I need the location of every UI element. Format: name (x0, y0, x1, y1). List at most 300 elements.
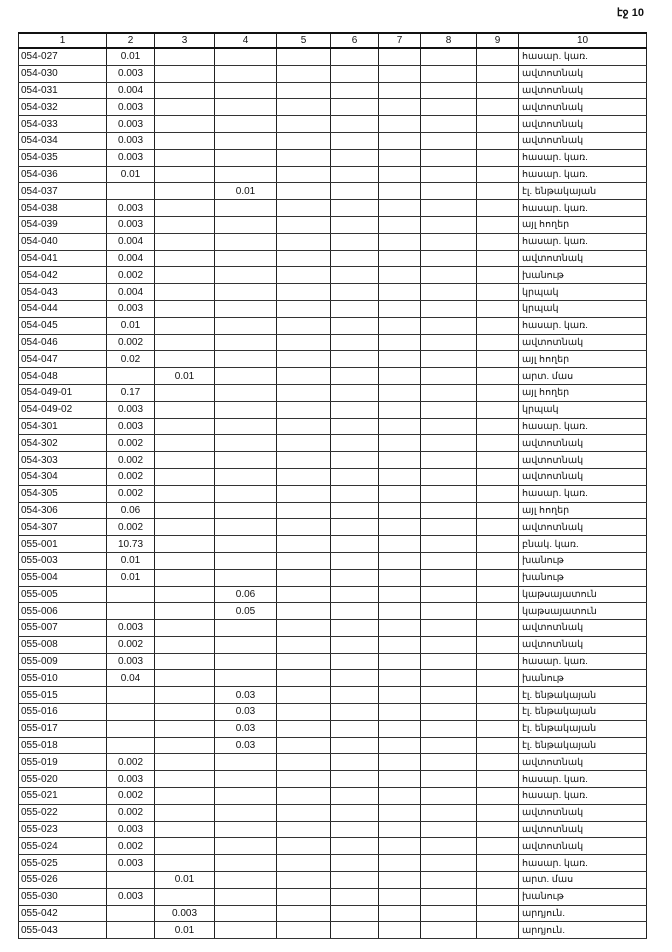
land-use-cell: ավտոտնակ (519, 838, 647, 855)
land-use-cell: ավտոտնակ (519, 65, 647, 82)
empty-col6-cell (331, 65, 379, 82)
empty-col8-cell (421, 485, 477, 502)
area-col2-cell: 0.002 (107, 452, 155, 469)
empty-col5-cell (277, 216, 331, 233)
table-body (19, 48, 647, 939)
table-row (19, 368, 647, 385)
empty-col5-cell (277, 250, 331, 267)
empty-col8-cell (421, 116, 477, 133)
empty-col5-cell (277, 603, 331, 620)
parcel-code-cell: 054-305 (19, 485, 107, 502)
empty-col5-cell (277, 788, 331, 805)
area-col2-cell (107, 183, 155, 200)
area-col2-cell: 0.002 (107, 334, 155, 351)
empty-col7-cell (379, 586, 421, 603)
area-col2-cell: 0.003 (107, 116, 155, 133)
area-col2-cell: 0.002 (107, 838, 155, 855)
empty-col7-cell (379, 620, 421, 637)
table-row (19, 771, 647, 788)
table-row (19, 435, 647, 452)
empty-col9-cell (477, 519, 519, 536)
area-col3-cell: 0.01 (155, 368, 215, 385)
area-col2-cell (107, 687, 155, 704)
area-col3-cell (155, 569, 215, 586)
empty-col8-cell (421, 200, 477, 217)
area-col3-cell (155, 552, 215, 569)
table-row (19, 65, 647, 82)
empty-col8-cell (421, 82, 477, 99)
empty-col6-cell (331, 872, 379, 889)
empty-col6-cell (331, 855, 379, 872)
empty-col5-cell (277, 284, 331, 301)
empty-col7-cell (379, 284, 421, 301)
area-col2-cell: 0.003 (107, 401, 155, 418)
land-use-cell: կաթսայատուն (519, 586, 647, 603)
area-col4-cell (215, 653, 277, 670)
table-row (19, 132, 647, 149)
empty-col9-cell (477, 250, 519, 267)
empty-col6-cell (331, 586, 379, 603)
empty-col9-cell (477, 821, 519, 838)
land-use-cell: արտ. մաս (519, 368, 647, 385)
parcel-code-cell: 054-040 (19, 233, 107, 250)
empty-col8-cell (421, 737, 477, 754)
empty-col8-cell (421, 670, 477, 687)
parcel-code-cell: 054-046 (19, 334, 107, 351)
table-row (19, 485, 647, 502)
empty-col6-cell (331, 737, 379, 754)
area-col3-cell (155, 216, 215, 233)
empty-col7-cell (379, 872, 421, 889)
empty-col6-cell (331, 183, 379, 200)
empty-col7-cell (379, 653, 421, 670)
empty-col6-cell (331, 384, 379, 401)
empty-col8-cell (421, 872, 477, 889)
parcel-code-cell: 055-025 (19, 855, 107, 872)
empty-col5-cell (277, 888, 331, 905)
land-use-cell: ավտոտնակ (519, 132, 647, 149)
empty-col7-cell (379, 99, 421, 116)
parcel-code-cell: 054-041 (19, 250, 107, 267)
land-use-cell: կրպակ (519, 284, 647, 301)
area-col2-cell: 0.003 (107, 300, 155, 317)
empty-col6-cell (331, 838, 379, 855)
empty-col9-cell (477, 872, 519, 889)
empty-col8-cell (421, 368, 477, 385)
table-row (19, 653, 647, 670)
table-row (19, 804, 647, 821)
area-col4-cell (215, 821, 277, 838)
area-col4-cell (215, 502, 277, 519)
parcel-code-cell: 054-037 (19, 183, 107, 200)
area-col4-cell (215, 82, 277, 99)
area-col2-cell: 0.003 (107, 132, 155, 149)
area-col4-cell (215, 485, 277, 502)
empty-col7-cell (379, 233, 421, 250)
empty-col5-cell (277, 653, 331, 670)
column-header: 3 (155, 33, 215, 48)
parcel-code-cell: 054-301 (19, 418, 107, 435)
empty-col8-cell (421, 888, 477, 905)
empty-col7-cell (379, 216, 421, 233)
parcel-code-cell: 055-009 (19, 653, 107, 670)
empty-col5-cell (277, 48, 331, 65)
empty-col9-cell (477, 48, 519, 65)
empty-col6-cell (331, 116, 379, 133)
area-col3-cell (155, 888, 215, 905)
empty-col6-cell (331, 821, 379, 838)
empty-col6-cell (331, 888, 379, 905)
table-row (19, 200, 647, 217)
area-col3-cell (155, 536, 215, 553)
empty-col6-cell (331, 502, 379, 519)
empty-col9-cell (477, 670, 519, 687)
area-col3-cell (155, 267, 215, 284)
empty-col5-cell (277, 485, 331, 502)
empty-col8-cell (421, 48, 477, 65)
empty-col7-cell (379, 368, 421, 385)
table-row (19, 233, 647, 250)
area-col4-cell (215, 384, 277, 401)
empty-col6-cell (331, 250, 379, 267)
area-col2-cell: 0.003 (107, 216, 155, 233)
empty-col5-cell (277, 300, 331, 317)
area-col4-cell (215, 905, 277, 922)
parcel-code-cell: 054-032 (19, 99, 107, 116)
empty-col8-cell (421, 603, 477, 620)
empty-col8-cell (421, 468, 477, 485)
empty-col5-cell (277, 368, 331, 385)
empty-col7-cell (379, 720, 421, 737)
land-use-cell: հասար. կառ. (519, 653, 647, 670)
area-col3-cell (155, 384, 215, 401)
land-use-cell: արտ. մաս (519, 872, 647, 889)
land-use-cell: էլ. ենթակայան (519, 687, 647, 704)
empty-col9-cell (477, 888, 519, 905)
empty-col8-cell (421, 216, 477, 233)
empty-col7-cell (379, 737, 421, 754)
empty-col7-cell (379, 905, 421, 922)
empty-col6-cell (331, 552, 379, 569)
empty-col7-cell (379, 65, 421, 82)
empty-col8-cell (421, 804, 477, 821)
land-use-cell: ավտոտնակ (519, 99, 647, 116)
parcel-code-cell: 055-030 (19, 888, 107, 905)
parcel-code-cell: 055-020 (19, 771, 107, 788)
area-col3-cell (155, 284, 215, 301)
land-use-cell: ավտոտնակ (519, 821, 647, 838)
area-col2-cell: 0.003 (107, 855, 155, 872)
table-row (19, 569, 647, 586)
empty-col9-cell (477, 502, 519, 519)
land-use-cell: այլ հողեր (519, 384, 647, 401)
parcel-code-cell: 055-017 (19, 720, 107, 737)
empty-col6-cell (331, 300, 379, 317)
table-row (19, 99, 647, 116)
table-row (19, 788, 647, 805)
empty-col5-cell (277, 233, 331, 250)
area-col4-cell: 0.05 (215, 603, 277, 620)
area-col3-cell (155, 704, 215, 721)
area-col4-cell (215, 368, 277, 385)
area-col2-cell: 0.002 (107, 754, 155, 771)
empty-col6-cell (331, 720, 379, 737)
area-col2-cell (107, 586, 155, 603)
area-col4-cell: 0.03 (215, 687, 277, 704)
area-col2-cell: 0.003 (107, 149, 155, 166)
empty-col7-cell (379, 334, 421, 351)
empty-col8-cell (421, 905, 477, 922)
empty-col9-cell (477, 233, 519, 250)
parcel-code-cell: 055-005 (19, 586, 107, 603)
empty-col6-cell (331, 284, 379, 301)
parcel-code-cell: 054-042 (19, 267, 107, 284)
empty-col7-cell (379, 116, 421, 133)
column-header: 7 (379, 33, 421, 48)
table-row (19, 620, 647, 637)
page-number: էջ 10 (616, 7, 644, 19)
land-use-cell: ավտոտնակ (519, 250, 647, 267)
empty-col8-cell (421, 351, 477, 368)
area-col3-cell (155, 804, 215, 821)
empty-col5-cell (277, 855, 331, 872)
empty-col5-cell (277, 620, 331, 637)
empty-col8-cell (421, 720, 477, 737)
empty-col9-cell (477, 720, 519, 737)
empty-col7-cell (379, 519, 421, 536)
parcel-code-cell: 055-023 (19, 821, 107, 838)
parcel-code-cell: 055-008 (19, 636, 107, 653)
area-col2-cell: 0.002 (107, 435, 155, 452)
empty-col9-cell (477, 468, 519, 485)
parcel-code-cell: 054-034 (19, 132, 107, 149)
parcel-code-cell: 054-045 (19, 317, 107, 334)
parcel-code-cell: 054-044 (19, 300, 107, 317)
table-row (19, 586, 647, 603)
empty-col5-cell (277, 418, 331, 435)
parcel-code-cell: 054-048 (19, 368, 107, 385)
empty-col8-cell (421, 99, 477, 116)
area-col4-cell (215, 233, 277, 250)
land-use-cell: էլ. ենթակայան (519, 720, 647, 737)
parcel-code-cell: 055-010 (19, 670, 107, 687)
area-col3-cell (155, 720, 215, 737)
empty-col9-cell (477, 636, 519, 653)
empty-col7-cell (379, 922, 421, 939)
area-col3-cell (155, 82, 215, 99)
area-col4-cell (215, 65, 277, 82)
area-col3-cell: 0.01 (155, 922, 215, 939)
land-register-table (18, 32, 647, 939)
area-col2-cell: 0.01 (107, 48, 155, 65)
area-col3-cell (155, 653, 215, 670)
empty-col9-cell (477, 435, 519, 452)
empty-col7-cell (379, 788, 421, 805)
land-use-cell: արդյուն. (519, 905, 647, 922)
empty-col5-cell (277, 821, 331, 838)
area-col2-cell: 0.003 (107, 620, 155, 637)
column-header: 10 (519, 33, 647, 48)
empty-col9-cell (477, 368, 519, 385)
land-use-cell: ավտոտնակ (519, 82, 647, 99)
empty-col9-cell (477, 216, 519, 233)
table-row (19, 401, 647, 418)
table-row (19, 552, 647, 569)
empty-col9-cell (477, 687, 519, 704)
area-col4-cell (215, 284, 277, 301)
empty-col9-cell (477, 200, 519, 217)
parcel-code-cell: 055-018 (19, 737, 107, 754)
empty-col6-cell (331, 670, 379, 687)
empty-col9-cell (477, 183, 519, 200)
empty-col6-cell (331, 368, 379, 385)
empty-col7-cell (379, 569, 421, 586)
parcel-code-cell: 054-306 (19, 502, 107, 519)
area-col4-cell (215, 48, 277, 65)
empty-col8-cell (421, 317, 477, 334)
empty-col5-cell (277, 384, 331, 401)
parcel-code-cell: 054-302 (19, 435, 107, 452)
area-col4-cell: 0.03 (215, 737, 277, 754)
area-col4-cell (215, 771, 277, 788)
parcel-code-cell: 055-016 (19, 704, 107, 721)
empty-col8-cell (421, 149, 477, 166)
empty-col9-cell (477, 401, 519, 418)
area-col3-cell (155, 334, 215, 351)
area-col3-cell (155, 771, 215, 788)
empty-col9-cell (477, 99, 519, 116)
land-use-cell: այլ հողեր (519, 351, 647, 368)
empty-col5-cell (277, 872, 331, 889)
table-row (19, 418, 647, 435)
area-col4-cell (215, 788, 277, 805)
empty-col6-cell (331, 200, 379, 217)
parcel-code-cell: 055-003 (19, 552, 107, 569)
parcel-code-cell: 055-024 (19, 838, 107, 855)
area-col2-cell: 0.003 (107, 888, 155, 905)
empty-col6-cell (331, 653, 379, 670)
land-use-cell: հասար. կառ. (519, 485, 647, 502)
area-col3-cell (155, 99, 215, 116)
empty-col5-cell (277, 65, 331, 82)
table-row (19, 351, 647, 368)
empty-col9-cell (477, 267, 519, 284)
area-col3-cell (155, 183, 215, 200)
empty-col8-cell (421, 284, 477, 301)
area-col3-cell (155, 317, 215, 334)
area-col2-cell: 0.06 (107, 502, 155, 519)
empty-col5-cell (277, 502, 331, 519)
land-use-cell: ավտոտնակ (519, 620, 647, 637)
land-use-cell: ավտոտնակ (519, 636, 647, 653)
area-col3-cell: 0.01 (155, 872, 215, 889)
empty-col7-cell (379, 468, 421, 485)
area-col4-cell (215, 300, 277, 317)
empty-col7-cell (379, 82, 421, 99)
empty-col5-cell (277, 754, 331, 771)
area-col4-cell (215, 132, 277, 149)
empty-col8-cell (421, 401, 477, 418)
area-col3-cell (155, 519, 215, 536)
land-use-cell: հասար. կառ. (519, 855, 647, 872)
area-col3-cell (155, 250, 215, 267)
empty-col9-cell (477, 418, 519, 435)
column-header: 9 (477, 33, 519, 48)
empty-col7-cell (379, 485, 421, 502)
parcel-code-cell: 054-027 (19, 48, 107, 65)
parcel-code-cell: 055-026 (19, 872, 107, 889)
land-use-cell: կաթսայատուն (519, 603, 647, 620)
land-use-cell: ավտոտնակ (519, 435, 647, 452)
empty-col7-cell (379, 821, 421, 838)
area-col3-cell (155, 737, 215, 754)
land-use-cell: հասար. կառ. (519, 771, 647, 788)
empty-col5-cell (277, 267, 331, 284)
empty-col6-cell (331, 418, 379, 435)
empty-col7-cell (379, 250, 421, 267)
area-col2-cell: 0.002 (107, 468, 155, 485)
empty-col7-cell (379, 317, 421, 334)
area-col3-cell (155, 149, 215, 166)
table-row (19, 300, 647, 317)
empty-col6-cell (331, 905, 379, 922)
empty-col7-cell (379, 183, 421, 200)
column-header: 4 (215, 33, 277, 48)
empty-col8-cell (421, 687, 477, 704)
land-use-cell: բնակ. կառ. (519, 536, 647, 553)
empty-col8-cell (421, 821, 477, 838)
empty-col6-cell (331, 233, 379, 250)
land-use-cell: հասար. կառ. (519, 166, 647, 183)
empty-col7-cell (379, 200, 421, 217)
area-col4-cell: 0.01 (215, 183, 277, 200)
empty-col6-cell (331, 519, 379, 536)
empty-col5-cell (277, 435, 331, 452)
empty-col6-cell (331, 452, 379, 469)
land-use-cell: կրպակ (519, 401, 647, 418)
area-col4-cell (215, 922, 277, 939)
empty-col8-cell (421, 502, 477, 519)
empty-col8-cell (421, 536, 477, 553)
empty-col8-cell (421, 704, 477, 721)
empty-col7-cell (379, 838, 421, 855)
area-col2-cell: 0.04 (107, 670, 155, 687)
empty-col8-cell (421, 267, 477, 284)
table-row (19, 855, 647, 872)
empty-col9-cell (477, 788, 519, 805)
area-col3-cell (155, 166, 215, 183)
area-col3-cell (155, 65, 215, 82)
area-col4-cell (215, 855, 277, 872)
table-row (19, 82, 647, 99)
empty-col9-cell (477, 82, 519, 99)
table-row (19, 519, 647, 536)
area-col3-cell (155, 116, 215, 133)
table-row (19, 838, 647, 855)
land-use-cell: ավտոտնակ (519, 804, 647, 821)
land-use-cell: արդյուն. (519, 922, 647, 939)
table-row (19, 116, 647, 133)
area-col3-cell (155, 48, 215, 65)
area-col3-cell (155, 351, 215, 368)
table-row (19, 536, 647, 553)
parcel-code-cell: 054-303 (19, 452, 107, 469)
area-col2-cell (107, 368, 155, 385)
area-col2-cell: 0.003 (107, 200, 155, 217)
area-col4-cell (215, 536, 277, 553)
area-col3-cell (155, 586, 215, 603)
land-use-cell: խանութ (519, 569, 647, 586)
